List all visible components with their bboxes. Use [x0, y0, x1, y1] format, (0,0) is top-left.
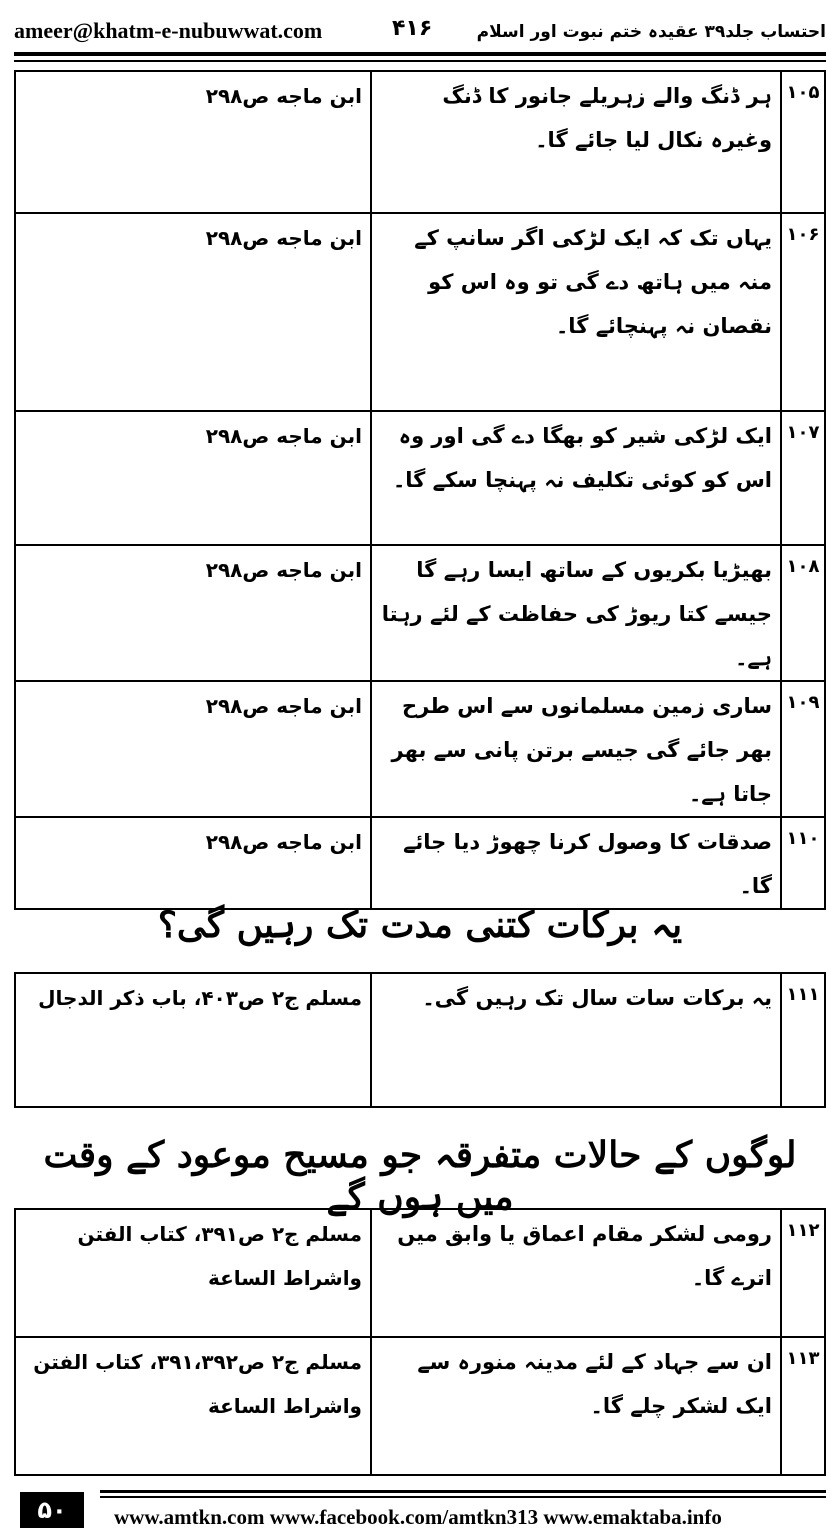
- table-row: [15, 213, 825, 411]
- table-row: [15, 817, 825, 909]
- row-number: ۱۰۸: [781, 545, 825, 681]
- header-rule-thin: [14, 60, 826, 62]
- row-reference: مسلم ج۲ ص۴۰۳، باب ذکر الدجال: [15, 973, 371, 1107]
- row-reference: مسلم ج۲ ص۳۹۱، کتاب الفتن واشراط الساعة: [15, 1209, 371, 1337]
- row-description: ان سے جہاد کے لئے مدینہ منورہ سے ایک لشکر چلے گا۔: [371, 1337, 781, 1475]
- footer-rule-bottom: [100, 1496, 826, 1498]
- header-book-title: احتساب جلد۳۹ عقیدہ ختم نبوت اور اسلام: [476, 21, 826, 42]
- row-reference: ابن ماجه ص۲۹۸: [15, 411, 371, 545]
- row-description: ہر ڈنگ والے زہریلے جانور کا ڈنگ وغیرہ نکال لیا جائے گا۔: [371, 71, 781, 213]
- table-row: [15, 973, 825, 1107]
- row-reference: ابن ماجه ص۲۹۸: [15, 545, 371, 681]
- table-row: [15, 411, 825, 545]
- section-heading-conditions: لوگوں کے حالات متفرقہ جو مسیح موعود کے وقت میں ہوں گے: [43, 1134, 797, 1218]
- row-description: صدقات کا وصول کرنا چھوڑ دیا جائے گا۔: [371, 817, 781, 909]
- header-rule-thick: [14, 52, 826, 56]
- row-number: ۱۰۹: [781, 681, 825, 817]
- row-description: بھیڑیا بکریوں کے ساتھ ایسا رہے گا جیسے کتا ریوڑ کی حفاظت کے لئے رہتا ہے۔: [371, 545, 781, 681]
- row-number: ۱۱۱: [781, 973, 825, 1107]
- row-number: ۱۰۵: [781, 71, 825, 213]
- row-description: رومی لشکر مقام اعماق یا وابق میں اترے گا۔: [371, 1209, 781, 1337]
- row-reference: ابن ماجه ص۲۹۸: [15, 817, 371, 909]
- row-description: ساری زمین مسلمانوں سے اس طرح بھر جائے گی جیسے برتن پانی سے بھر جاتا ہے۔: [371, 681, 781, 817]
- footer-rule-top: [100, 1490, 826, 1493]
- table-row: [15, 71, 825, 213]
- row-number: ۱۰۷: [781, 411, 825, 545]
- row-reference: ابن ماجه ص۲۹۸: [15, 213, 371, 411]
- row-reference: ابن ماجه ص۲۹۸: [15, 681, 371, 817]
- table-row: [15, 681, 825, 817]
- row-number: ۱۱۲: [781, 1209, 825, 1337]
- table-row: [15, 1209, 825, 1337]
- row-number: ۱۰۶: [781, 213, 825, 411]
- hadith-table-1: [14, 70, 826, 910]
- table-row: [15, 545, 825, 681]
- header-page-number: ۴۱۶: [392, 16, 433, 41]
- table-row: [15, 1337, 825, 1475]
- row-number: ۱۱۳: [781, 1337, 825, 1475]
- header-email: ameer@khatm-e-nubuwwat.com: [14, 18, 323, 43]
- row-description: یہاں تک کہ ایک لڑکی اگر سانپ کے منہ میں ہاتھ دے گی تو وہ اس کو نقصان نہ پہنچائے گا۔: [371, 213, 781, 411]
- hadith-table-2: [14, 972, 826, 1108]
- page-header: [14, 14, 826, 48]
- section-heading-duration: یہ برکات کتنی مدت تک رہیں گی؟: [157, 904, 683, 946]
- row-reference: مسلم ج۲ ص۳۹۱،۳۹۲، کتاب الفتن واشراط الساعة: [15, 1337, 371, 1475]
- hadith-table-3: [14, 1208, 826, 1476]
- footer-urls: www.amtkn.com www.facebook.com/amtkn313 www.emaktaba.info: [114, 1505, 722, 1529]
- footer-page-number: ۵۰: [20, 1492, 84, 1528]
- row-number: ۱۱۰: [781, 817, 825, 909]
- row-description: ایک لڑکی شیر کو بھگا دے گی اور وہ اس کو کوئی تکلیف نہ پہنچا سکے گا۔: [371, 411, 781, 545]
- row-reference: ابن ماجه ص۲۹۸: [15, 71, 371, 213]
- row-description: یہ برکات سات سال تک رہیں گی۔: [371, 973, 781, 1107]
